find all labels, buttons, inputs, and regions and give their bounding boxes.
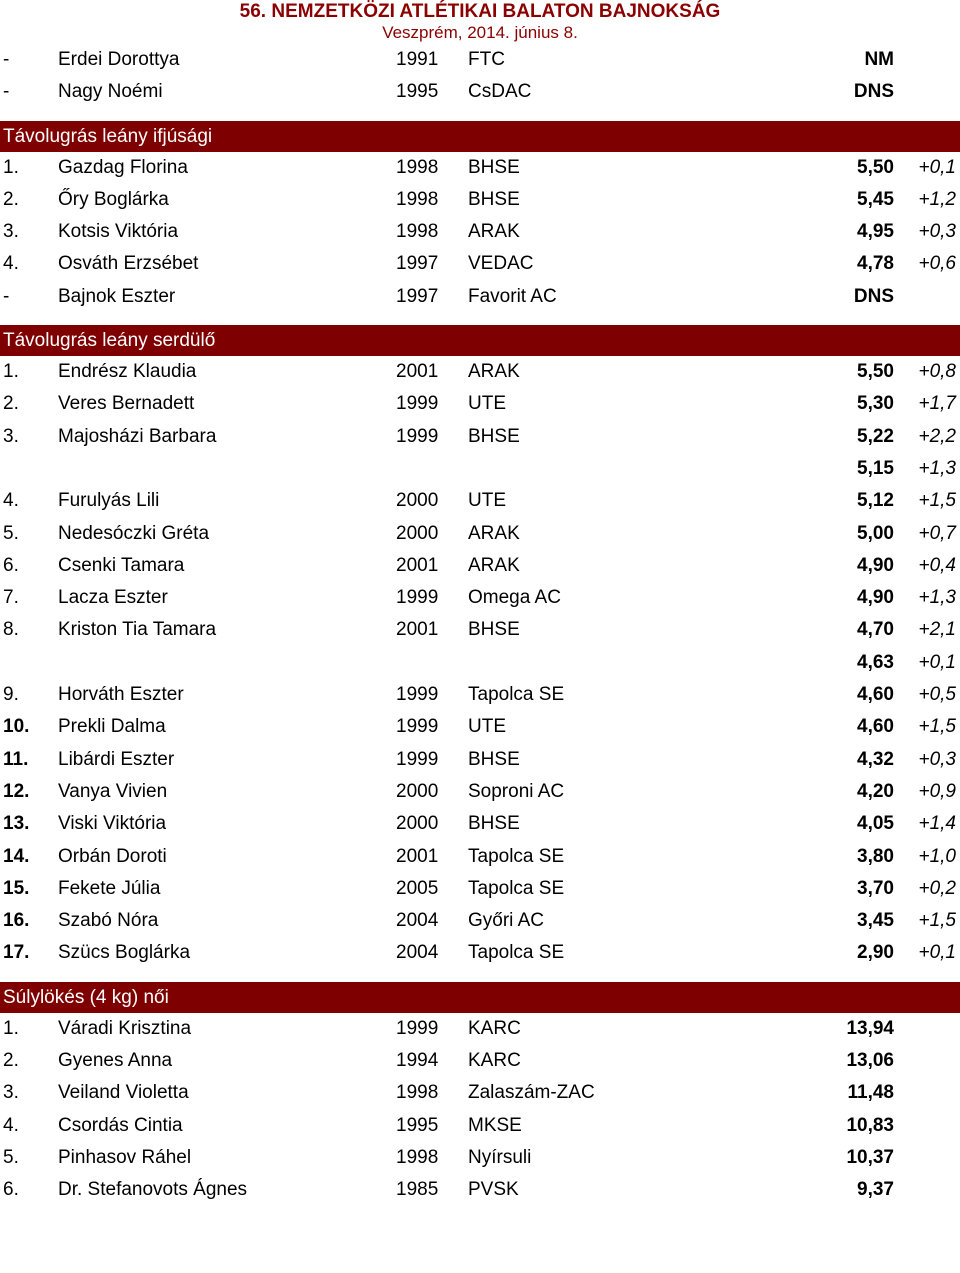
birth-year: 1997	[396, 253, 439, 275]
birth-year: 1998	[396, 156, 439, 178]
result-row	[0, 1077, 960, 1109]
rank-cell: 7.	[3, 587, 19, 609]
result-row	[0, 248, 960, 280]
rank-cell: 15.	[3, 877, 30, 899]
club-name: PVSK	[468, 1179, 519, 1201]
rank-cell: 10.	[3, 716, 30, 738]
result-value: 13,06	[846, 1050, 894, 1072]
birth-year: 1998	[396, 1146, 439, 1168]
club-name: BHSE	[468, 619, 520, 641]
birth-year: 2001	[396, 845, 439, 867]
athlete-name: Kotsis Viktória	[58, 221, 179, 243]
birth-year: 2001	[396, 554, 439, 576]
rank-cell: 6.	[3, 1179, 19, 1201]
athlete-name: Furulyás Lili	[58, 490, 160, 512]
club-name: MKSE	[468, 1114, 522, 1136]
rank-cell: 1.	[3, 361, 19, 383]
result-row	[0, 1110, 960, 1142]
birth-year: 2000	[396, 780, 439, 802]
result-row	[0, 1142, 960, 1174]
athlete-name: Kriston Tia Tamara	[58, 619, 217, 641]
rank-cell: 4.	[3, 1114, 19, 1136]
wind-value: +0,3	[918, 748, 956, 770]
rank-cell: -	[3, 285, 10, 307]
club-name: ARAK	[468, 221, 520, 243]
athlete-name: Váradi Krisztina	[58, 1017, 192, 1039]
wind-value: +1,4	[918, 813, 956, 835]
result-value: 4,60	[857, 716, 894, 738]
rank-cell: 17.	[3, 942, 30, 964]
results-list	[0, 44, 960, 1207]
club-name: Omega AC	[468, 587, 561, 609]
athlete-name: Szabó Nóra	[58, 910, 159, 932]
rank-cell: -	[3, 81, 10, 103]
result-row	[0, 550, 960, 582]
result-row	[0, 582, 960, 614]
result-value: 4,60	[857, 684, 894, 706]
athlete-name: Orbán Doroti	[58, 845, 167, 867]
rank-cell: 16.	[3, 910, 30, 932]
athlete-name: Nedesóczki Gréta	[58, 522, 210, 544]
rank-cell: 3.	[3, 221, 19, 243]
rank-cell: 11.	[3, 748, 29, 770]
event-heading: Távolugrás leány ifjúsági	[0, 121, 960, 152]
birth-year: 1999	[396, 587, 439, 609]
athlete-name: Veres Bernadett	[58, 393, 195, 415]
result-row	[0, 184, 960, 216]
wind-value: +0,7	[918, 522, 956, 544]
birth-year: 2004	[396, 910, 439, 932]
rank-cell: 9.	[3, 684, 19, 706]
wind-value: +1,3	[918, 457, 956, 479]
birth-year: 1995	[396, 1114, 439, 1136]
page-subtitle: Veszprém, 2014. június 8.	[382, 23, 578, 42]
birth-year: 2001	[396, 361, 439, 383]
result-row	[0, 776, 960, 808]
club-name: ARAK	[468, 554, 520, 576]
club-name: ARAK	[468, 361, 520, 383]
result-row	[0, 937, 960, 969]
wind-value: +1,5	[918, 490, 956, 512]
result-row	[0, 873, 960, 905]
result-row	[0, 647, 960, 679]
result-row	[0, 841, 960, 873]
athlete-name: Bajnok Eszter	[58, 285, 176, 307]
result-value: 5,15	[857, 457, 894, 479]
result-value: 5,50	[857, 156, 894, 178]
result-row	[0, 216, 960, 248]
club-name: Tapolca SE	[468, 845, 565, 867]
club-name: BHSE	[468, 188, 520, 210]
club-name: Győri AC	[468, 910, 545, 932]
result-value: 10,83	[846, 1114, 894, 1136]
birth-year: 2000	[396, 522, 439, 544]
athlete-name: Fekete Júlia	[58, 877, 161, 899]
club-name: FTC	[468, 49, 505, 70]
birth-year: 1999	[396, 748, 439, 770]
wind-value: +0,1	[918, 651, 956, 673]
club-name: Tapolca SE	[468, 942, 565, 964]
wind-value: +1,3	[918, 587, 956, 609]
birth-year: 1998	[396, 1082, 439, 1104]
result-value: 4,70	[857, 619, 894, 641]
result-value: 4,32	[857, 748, 894, 770]
result-value: NM	[864, 49, 894, 70]
section-gap	[0, 970, 960, 982]
result-row	[0, 1013, 960, 1045]
birth-year: 1994	[396, 1050, 439, 1072]
club-name: KARC	[468, 1050, 521, 1072]
result-value: 5,45	[857, 188, 894, 210]
wind-value: +1,5	[918, 716, 956, 738]
result-row	[0, 518, 960, 550]
athlete-name: Gyenes Anna	[58, 1050, 173, 1072]
club-name: UTE	[468, 490, 506, 512]
wind-value: +2,1	[918, 619, 956, 641]
club-name: BHSE	[468, 425, 520, 447]
result-value: 3,70	[857, 877, 894, 899]
athlete-name: Majosházi Barbara	[58, 425, 217, 447]
result-row	[0, 679, 960, 711]
athlete-name: Gazdag Florina	[58, 156, 188, 178]
club-name: ARAK	[468, 522, 520, 544]
rank-cell: 5.	[3, 1146, 19, 1168]
wind-value: +1,2	[918, 188, 956, 210]
result-value: 5,00	[857, 522, 894, 544]
result-value: 3,45	[857, 910, 894, 932]
rank-cell: 1.	[3, 156, 19, 178]
club-name: Tapolca SE	[468, 877, 565, 899]
athlete-name: Vanya Vivien	[58, 780, 168, 802]
rank-cell: 2.	[3, 188, 19, 210]
athlete-name: Őry Boglárka	[58, 188, 169, 210]
result-value: 2,90	[857, 942, 894, 964]
result-value: 9,37	[857, 1179, 894, 1201]
result-row	[0, 711, 960, 743]
club-name: Zalaszám-ZAC	[468, 1082, 595, 1104]
rank-cell: 1.	[3, 1017, 19, 1039]
result-value: 4,05	[857, 813, 894, 835]
athlete-name: Csordás Cintia	[58, 1114, 183, 1136]
birth-year: 1999	[396, 1017, 439, 1039]
event-heading: Távolugrás leány serdülő	[0, 325, 960, 356]
club-name: VEDAC	[468, 253, 534, 275]
club-name: BHSE	[468, 156, 520, 178]
club-name: Tapolca SE	[468, 684, 565, 706]
result-row	[0, 76, 960, 108]
athlete-name: Nagy Noémi	[58, 81, 163, 103]
result-value: 5,30	[857, 393, 894, 415]
result-row	[0, 1174, 960, 1206]
result-value: 4,63	[857, 651, 894, 673]
section-gap	[0, 313, 960, 325]
birth-year: 2005	[396, 877, 439, 899]
club-name: Soproni AC	[468, 780, 565, 802]
club-name: BHSE	[468, 813, 520, 835]
club-name: Favorit AC	[468, 285, 557, 307]
athlete-name: Szücs Boglárka	[58, 942, 191, 964]
club-name: BHSE	[468, 748, 520, 770]
result-row	[0, 744, 960, 776]
result-value: DNS	[853, 285, 894, 307]
rank-cell: 6.	[3, 554, 19, 576]
rank-cell: 12.	[3, 780, 30, 802]
result-row	[0, 388, 960, 420]
birth-year: 1997	[396, 285, 439, 307]
birth-year: 1999	[396, 684, 439, 706]
club-name: UTE	[468, 716, 506, 738]
athlete-name: Horváth Eszter	[58, 684, 184, 706]
birth-year: 1995	[396, 81, 439, 103]
result-value: 13,94	[846, 1017, 894, 1039]
birth-year: 1998	[396, 221, 439, 243]
athlete-name: Pinhasov Ráhel	[58, 1146, 192, 1168]
result-value: 5,12	[857, 490, 894, 512]
club-name: UTE	[468, 393, 506, 415]
rank-cell: 14.	[3, 845, 30, 867]
result-value: 11,48	[847, 1082, 894, 1104]
athlete-name: Csenki Tamara	[58, 554, 185, 576]
result-row	[0, 44, 960, 76]
birth-year: 1999	[396, 425, 439, 447]
rank-cell: 8.	[3, 619, 19, 641]
birth-year: 2004	[396, 942, 439, 964]
club-name: KARC	[468, 1017, 521, 1039]
rank-cell: 3.	[3, 1082, 19, 1104]
rank-cell: -	[3, 49, 10, 70]
section-gap	[0, 109, 960, 121]
result-value: 10,37	[846, 1146, 894, 1168]
birth-year: 2001	[396, 619, 439, 641]
birth-year: 1991	[396, 49, 439, 70]
result-row	[0, 485, 960, 517]
wind-value: +0,5	[918, 684, 956, 706]
rank-cell: 5.	[3, 522, 19, 544]
wind-value: +0,2	[918, 877, 956, 899]
club-name: Nyírsuli	[468, 1146, 532, 1168]
result-value: 5,50	[857, 361, 894, 383]
athlete-name: Veiland Violetta	[58, 1082, 189, 1104]
page-header	[0, 0, 960, 44]
result-value: 3,80	[857, 845, 894, 867]
result-row	[0, 453, 960, 485]
wind-value: +0,6	[918, 253, 956, 275]
result-value: 4,78	[857, 253, 894, 275]
result-value: 5,22	[857, 425, 894, 447]
result-row	[0, 614, 960, 646]
birth-year: 2000	[396, 813, 439, 835]
birth-year: 2000	[396, 490, 439, 512]
result-value: 4,95	[857, 221, 894, 243]
club-name: CsDAC	[468, 81, 532, 103]
athlete-name: Libárdi Eszter	[58, 748, 175, 770]
birth-year: 1985	[396, 1179, 439, 1201]
athlete-name: Lacza Eszter	[58, 587, 168, 609]
result-value: 4,20	[857, 780, 894, 802]
rank-cell: 4.	[3, 253, 19, 275]
athlete-name: Dr. Stefanovots Ágnes	[58, 1179, 248, 1201]
result-row	[0, 808, 960, 840]
birth-year: 1999	[396, 393, 439, 415]
result-row	[0, 421, 960, 453]
page-title: 56. NEMZETKÖZI ATLÉTIKAI BALATON BAJNOKSÁG	[239, 1, 721, 22]
athlete-name: Osváth Erzsébet	[58, 253, 199, 275]
wind-value: +0,3	[918, 221, 956, 243]
result-value: 4,90	[857, 554, 894, 576]
rank-cell: 4.	[3, 490, 19, 512]
athlete-name: Prekli Dalma	[58, 716, 166, 738]
rank-cell: 2.	[3, 1050, 19, 1072]
wind-value: +0,9	[918, 780, 956, 802]
birth-year: 1999	[396, 716, 439, 738]
event-heading: Súlylökés (4 kg) női	[0, 982, 960, 1013]
result-value: DNS	[853, 81, 894, 103]
athlete-name: Erdei Dorottya	[58, 49, 180, 70]
result-row	[0, 281, 960, 313]
wind-value: +0,4	[918, 554, 956, 576]
wind-value: +0,1	[918, 942, 956, 964]
wind-value: +1,7	[918, 393, 956, 415]
wind-value: +0,8	[918, 361, 956, 383]
result-row	[0, 356, 960, 388]
result-value: 4,90	[857, 587, 894, 609]
rank-cell: 2.	[3, 393, 19, 415]
athlete-name: Endrész Klaudia	[58, 361, 197, 383]
athlete-name: Viski Viktória	[58, 813, 167, 835]
wind-value: +1,5	[918, 910, 956, 932]
result-row	[0, 905, 960, 937]
rank-cell: 13.	[3, 813, 30, 835]
rank-cell: 3.	[3, 425, 19, 447]
birth-year: 1998	[396, 188, 439, 210]
wind-value: +0,1	[918, 156, 956, 178]
result-row	[0, 1045, 960, 1077]
result-row	[0, 152, 960, 184]
wind-value: +2,2	[918, 425, 956, 447]
wind-value: +1,0	[918, 845, 956, 867]
